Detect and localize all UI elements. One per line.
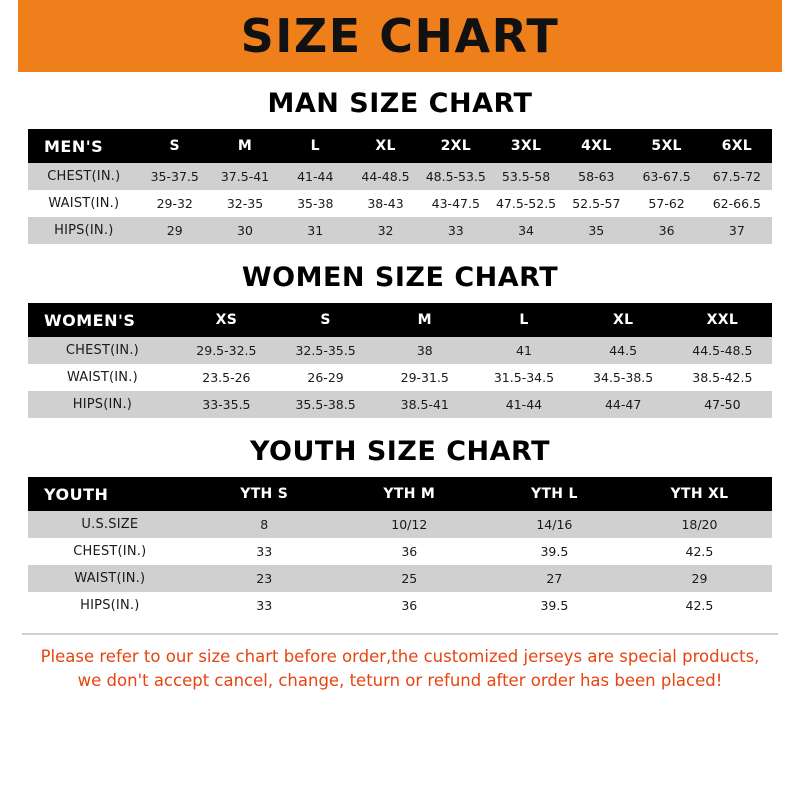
cell: 43-47.5 bbox=[421, 190, 491, 217]
cell: 23 bbox=[192, 565, 337, 592]
cell: 14/16 bbox=[482, 511, 627, 538]
cell: 37 bbox=[702, 217, 772, 244]
cell: 23.5-26 bbox=[177, 364, 276, 391]
cell: 47-50 bbox=[673, 391, 772, 418]
women-header-xs: XS bbox=[177, 303, 276, 337]
cell: 31 bbox=[280, 217, 350, 244]
man-header-6xl: 6XL bbox=[702, 129, 772, 163]
youth-header-xl: YTH XL bbox=[627, 477, 772, 511]
youth-header-l: YTH L bbox=[482, 477, 627, 511]
cell: 41 bbox=[474, 337, 573, 364]
cell: 38 bbox=[375, 337, 474, 364]
cell: 25 bbox=[337, 565, 482, 592]
cell: 34.5-38.5 bbox=[574, 364, 673, 391]
cell: 35.5-38.5 bbox=[276, 391, 375, 418]
row-label: CHEST(IN.) bbox=[28, 337, 177, 364]
women-table-body bbox=[28, 337, 772, 418]
man-section-title: MAN SIZE CHART bbox=[267, 88, 533, 119]
women-header-s: S bbox=[276, 303, 375, 337]
row-label: HIPS(IN.) bbox=[28, 592, 192, 619]
cell: 37.5-41 bbox=[210, 163, 280, 190]
page-title: SIZE CHART bbox=[240, 9, 560, 63]
cell: 18/20 bbox=[627, 511, 772, 538]
row-label: HIPS(IN.) bbox=[28, 217, 140, 244]
cell: 38.5-42.5 bbox=[673, 364, 772, 391]
man-header-s: S bbox=[140, 129, 210, 163]
cell: 29 bbox=[140, 217, 210, 244]
cell: 67.5-72 bbox=[702, 163, 772, 190]
cell: 39.5 bbox=[482, 592, 627, 619]
cell: 36 bbox=[337, 592, 482, 619]
cell: 29.5-32.5 bbox=[177, 337, 276, 364]
table-row bbox=[28, 217, 772, 244]
cell: 31.5-34.5 bbox=[474, 364, 573, 391]
cell: 29-31.5 bbox=[375, 364, 474, 391]
banner-edge-right bbox=[782, 0, 800, 72]
cell: 36 bbox=[337, 538, 482, 565]
man-header-2xl: 2XL bbox=[421, 129, 491, 163]
women-header-m: M bbox=[375, 303, 474, 337]
banner-edge-left bbox=[0, 0, 18, 72]
row-label: WAIST(IN.) bbox=[28, 190, 140, 217]
man-table-wrap bbox=[28, 129, 772, 244]
cell: 26-29 bbox=[276, 364, 375, 391]
women-header-xl: XL bbox=[574, 303, 673, 337]
cell: 36 bbox=[631, 217, 701, 244]
footer-divider bbox=[22, 633, 778, 635]
cell: 41-44 bbox=[474, 391, 573, 418]
youth-size-table bbox=[28, 477, 772, 619]
youth-table-head bbox=[28, 477, 772, 511]
row-label: WAIST(IN.) bbox=[28, 565, 192, 592]
table-row bbox=[28, 190, 772, 217]
women-size-table bbox=[28, 303, 772, 418]
women-section-title: WOMEN SIZE CHART bbox=[241, 262, 559, 293]
cell: 52.5-57 bbox=[561, 190, 631, 217]
women-table-head bbox=[28, 303, 772, 337]
cell: 35 bbox=[561, 217, 631, 244]
youth-section-title: YOUTH SIZE CHART bbox=[249, 436, 551, 467]
youth-table-wrap bbox=[28, 477, 772, 619]
row-label: WAIST(IN.) bbox=[28, 364, 177, 391]
cell: 42.5 bbox=[627, 538, 772, 565]
cell: 62-66.5 bbox=[702, 190, 772, 217]
cell: 8 bbox=[192, 511, 337, 538]
table-row bbox=[28, 511, 772, 538]
women-header-l: L bbox=[474, 303, 573, 337]
row-label: U.S.SIZE bbox=[28, 511, 192, 538]
cell: 27 bbox=[482, 565, 627, 592]
cell: 48.5-53.5 bbox=[421, 163, 491, 190]
table-row bbox=[28, 337, 772, 364]
cell: 42.5 bbox=[627, 592, 772, 619]
cell: 47.5-52.5 bbox=[491, 190, 561, 217]
table-row bbox=[28, 538, 772, 565]
cell: 41-44 bbox=[280, 163, 350, 190]
cell: 10/12 bbox=[337, 511, 482, 538]
man-table-head bbox=[28, 129, 772, 163]
table-row bbox=[28, 364, 772, 391]
cell: 38.5-41 bbox=[375, 391, 474, 418]
cell: 29-32 bbox=[140, 190, 210, 217]
man-header-3xl: 3XL bbox=[491, 129, 561, 163]
man-size-table bbox=[28, 129, 772, 244]
cell: 38-43 bbox=[350, 190, 420, 217]
row-label: CHEST(IN.) bbox=[28, 538, 192, 565]
women-table-wrap bbox=[28, 303, 772, 418]
cell: 32.5-35.5 bbox=[276, 337, 375, 364]
table-header-row bbox=[28, 303, 772, 337]
cell: 44-48.5 bbox=[350, 163, 420, 190]
table-header-row bbox=[28, 477, 772, 511]
man-header-m: M bbox=[210, 129, 280, 163]
cell: 35-37.5 bbox=[140, 163, 210, 190]
cell: 29 bbox=[627, 565, 772, 592]
man-header-xl: XL bbox=[350, 129, 420, 163]
cell: 63-67.5 bbox=[631, 163, 701, 190]
man-header-5xl: 5XL bbox=[631, 129, 701, 163]
cell: 39.5 bbox=[482, 538, 627, 565]
cell: 44-47 bbox=[574, 391, 673, 418]
footer-note-line-1: Please refer to our size chart before order,the customized jerseys are special products, bbox=[40, 647, 760, 666]
cell: 32 bbox=[350, 217, 420, 244]
youth-header-m: YTH M bbox=[337, 477, 482, 511]
man-header-label: MEN'S bbox=[28, 129, 140, 163]
banner bbox=[0, 0, 800, 72]
table-row bbox=[28, 163, 772, 190]
cell: 32-35 bbox=[210, 190, 280, 217]
cell: 33-35.5 bbox=[177, 391, 276, 418]
youth-header-s: YTH S bbox=[192, 477, 337, 511]
cell: 58-63 bbox=[561, 163, 631, 190]
footer-note-line-2: we don't accept cancel, change, teturn or refund after order has been placed! bbox=[77, 670, 723, 690]
table-row bbox=[28, 592, 772, 619]
youth-table-body bbox=[28, 511, 772, 619]
row-label: HIPS(IN.) bbox=[28, 391, 177, 418]
man-header-l: L bbox=[280, 129, 350, 163]
cell: 33 bbox=[192, 538, 337, 565]
cell: 44.5 bbox=[574, 337, 673, 364]
cell: 33 bbox=[192, 592, 337, 619]
cell: 44.5-48.5 bbox=[673, 337, 772, 364]
cell: 53.5-58 bbox=[491, 163, 561, 190]
table-header-row bbox=[28, 129, 772, 163]
man-header-4xl: 4XL bbox=[561, 129, 631, 163]
row-label: CHEST(IN.) bbox=[28, 163, 140, 190]
women-header-xxl: XXL bbox=[673, 303, 772, 337]
women-header-label: WOMEN'S bbox=[28, 303, 177, 337]
man-table-body bbox=[28, 163, 772, 244]
footer-note bbox=[22, 645, 778, 693]
cell: 35-38 bbox=[280, 190, 350, 217]
table-row bbox=[28, 565, 772, 592]
cell: 30 bbox=[210, 217, 280, 244]
youth-header-label: YOUTH bbox=[28, 477, 192, 511]
cell: 33 bbox=[421, 217, 491, 244]
table-row bbox=[28, 391, 772, 418]
cell: 57-62 bbox=[631, 190, 701, 217]
cell: 34 bbox=[491, 217, 561, 244]
